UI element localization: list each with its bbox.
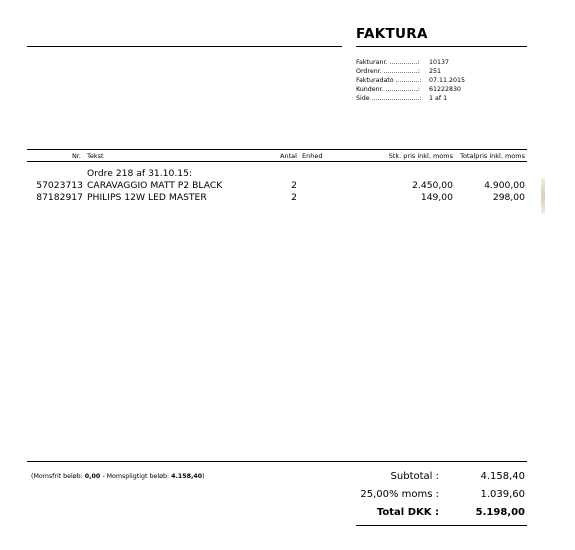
subtotal-label: Subtotal : — [390, 471, 439, 482]
vat-breakdown-note — [31, 473, 205, 480]
meta-value: 61222830 — [429, 86, 462, 93]
momspligtigt-amount: 4.158,40 — [171, 473, 203, 480]
meta-order-number — [356, 67, 441, 76]
row-total-price: 4.900,00 — [484, 180, 525, 191]
header-left-rule — [27, 46, 342, 47]
total-label: Total DKK : — [376, 507, 439, 518]
subtotal-value: 4.158,40 — [480, 471, 525, 482]
page-edge-mark — [541, 178, 545, 214]
col-header-unit-price: Stk. pris inkl. moms — [388, 152, 453, 160]
row-unit-price: 2.450,00 — [412, 180, 453, 191]
title-rule — [356, 46, 527, 47]
moms-value: 1.039,60 — [480, 489, 525, 500]
row-nr: 87182917 — [36, 192, 83, 203]
meta-invoice-number — [356, 58, 449, 67]
note-suffix: ) — [202, 473, 205, 480]
row-tekst: CARAVAGGIO MATT P2 BLACK — [87, 180, 223, 191]
row-nr: 57023713 — [36, 180, 83, 191]
meta-label: Fakturanr. ..............: — [356, 59, 420, 66]
row-total-price: 298,00 — [492, 192, 525, 203]
table-header-rule — [27, 161, 527, 162]
meta-customer-number — [356, 85, 461, 94]
note-prefix: (Momsfrit beløb: — [31, 473, 85, 480]
momsfrit-amount: 0,00 — [84, 473, 101, 480]
note-mid: - Momspligtigt beløb: — [100, 473, 172, 480]
meta-value: 07.11.2015 — [429, 77, 466, 84]
meta-value: 10137 — [429, 59, 450, 66]
col-header-nr: Nr. — [71, 152, 81, 160]
footer-rule — [27, 461, 527, 462]
total-value: 5.198,00 — [475, 507, 525, 518]
meta-label: Fakturadato ............: — [356, 77, 422, 84]
table-top-rule — [27, 149, 527, 150]
order-reference: Ordre 218 af 31.10.15: — [87, 168, 193, 179]
meta-page — [356, 94, 447, 103]
row-tekst: PHILIPS 12W LED MASTER — [87, 192, 207, 203]
col-header-antal: Antal — [280, 152, 297, 160]
meta-label: Ordrenr. .................: — [356, 68, 420, 75]
meta-value: 251 — [429, 68, 442, 75]
meta-value: 1 af 1 — [429, 95, 448, 102]
col-header-total-price: Totalpris inkl. moms — [460, 152, 525, 160]
total-rule — [356, 525, 527, 526]
row-antal: 2 — [291, 192, 297, 203]
invoice-title: FAKTURA — [356, 26, 428, 42]
row-unit-price: 149,00 — [420, 192, 453, 203]
col-header-enhed: Enhed — [302, 152, 323, 160]
row-antal: 2 — [291, 180, 297, 191]
meta-label: Kundenr. ................: — [356, 86, 420, 93]
moms-label: 25,00% moms : — [360, 489, 439, 500]
meta-invoice-date — [356, 76, 465, 85]
col-header-tekst: Tekst — [87, 152, 104, 160]
meta-label: Side ........................: — [356, 95, 422, 102]
